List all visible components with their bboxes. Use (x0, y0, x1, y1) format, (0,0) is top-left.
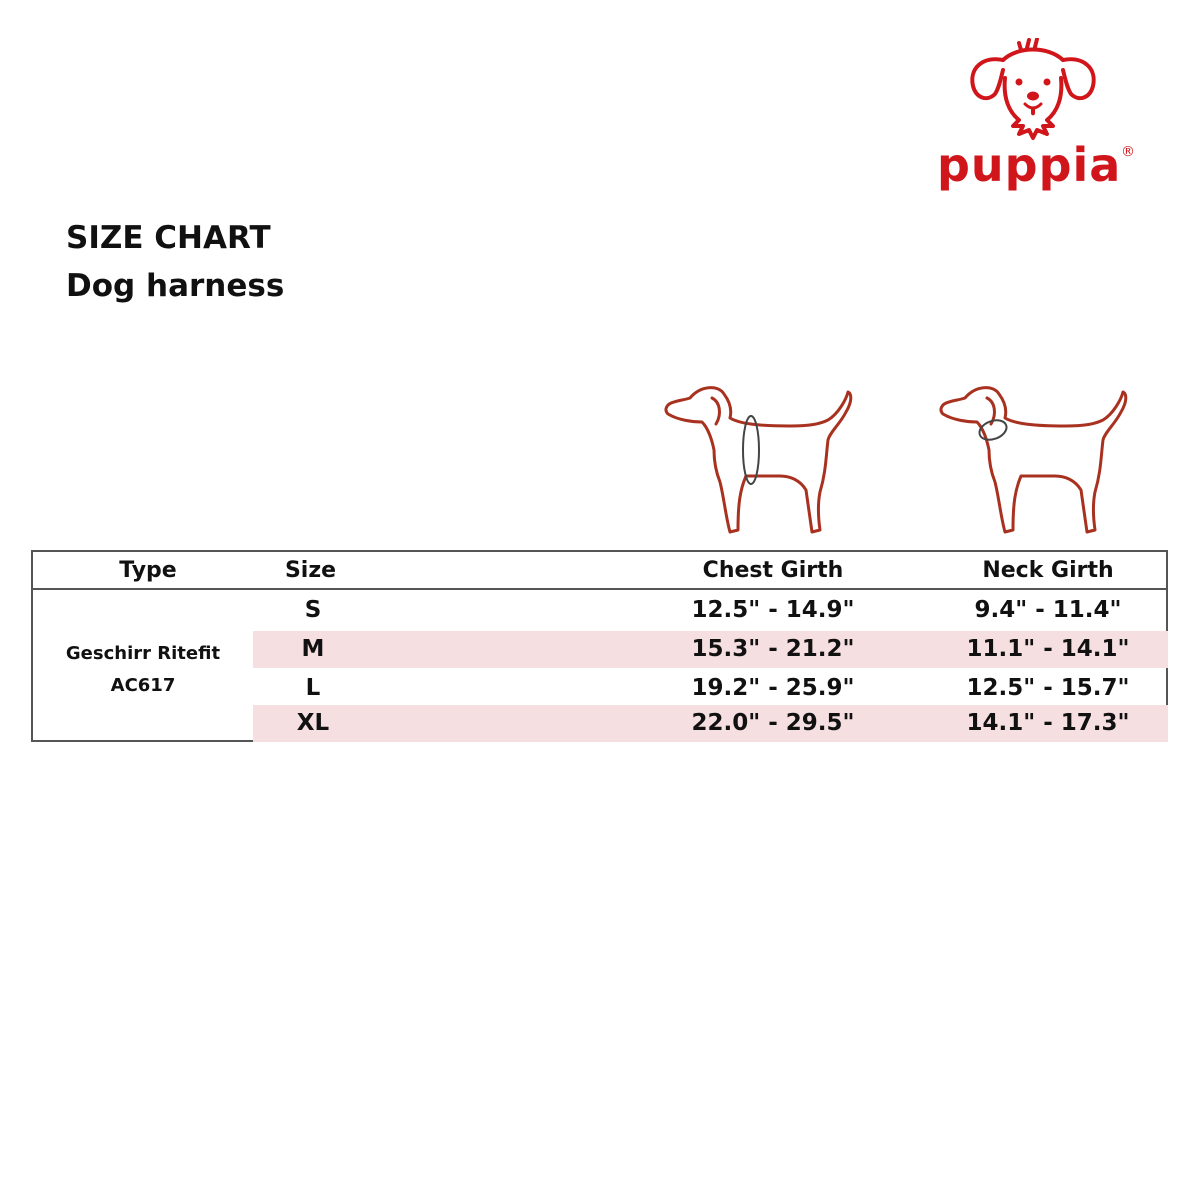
size-cell: M (301, 636, 325, 662)
neck-girth-cell: 14.1" - 17.3" (966, 710, 1130, 736)
header-type: Type (119, 558, 177, 583)
dog-neck-measure-icon (935, 380, 1135, 540)
chest-girth-cell: 15.3" - 21.2" (691, 636, 855, 662)
brand-logo (925, 38, 1150, 203)
chest-girth-cell: 19.2" - 25.9" (691, 675, 855, 701)
table-header (33, 552, 1166, 590)
page-title (66, 214, 284, 310)
chest-girth-cell: 12.5" - 14.9" (691, 597, 855, 623)
product-code: AC617 (110, 675, 176, 696)
size-cell: S (304, 597, 322, 623)
neck-girth-cell: 12.5" - 15.7" (966, 675, 1130, 701)
brand-wordmark: puppia (937, 138, 1122, 192)
header-neck-girth: Neck Girth (982, 558, 1114, 583)
neck-girth-cell: 9.4" - 11.4" (974, 597, 1122, 623)
title-product-type: Dog harness (66, 268, 285, 304)
product-name: Geschirr Ritefit (65, 643, 221, 664)
table-row (253, 631, 1168, 668)
table-row (253, 670, 1168, 707)
size-cell: XL (296, 710, 330, 736)
product-type-cell (43, 638, 243, 702)
size-cell: L (305, 675, 321, 701)
header-chest-girth: Chest Girth (702, 558, 844, 583)
table-row (253, 592, 1168, 629)
header-size: Size (284, 558, 337, 583)
registered-mark: ® (1121, 144, 1135, 160)
dog-chest-measure-icon (660, 380, 860, 540)
chest-girth-cell: 22.0" - 29.5" (691, 710, 855, 736)
dog-face-icon (963, 38, 1103, 148)
neck-girth-cell: 11.1" - 14.1" (966, 636, 1130, 662)
size-table (31, 550, 1168, 742)
table-row (253, 705, 1168, 742)
title-size-chart: SIZE CHART (66, 220, 271, 256)
